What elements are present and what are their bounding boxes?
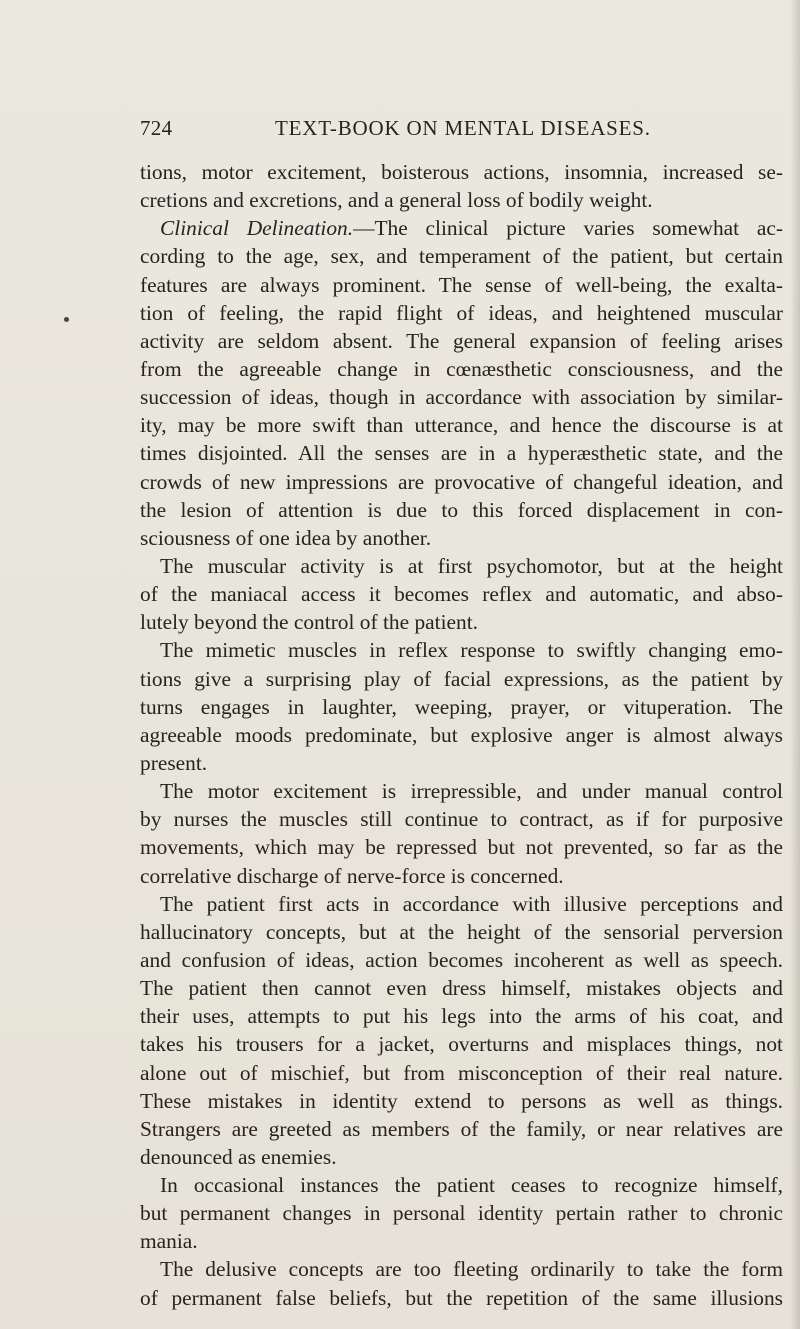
line-text: agreeable moods predominate, but explosive anger is almost always: [140, 722, 783, 747]
text-line: [140, 777, 783, 805]
text-line: [140, 1115, 783, 1143]
line-text: These mistakes in identity extend to persons as well as things.: [140, 1088, 783, 1113]
line-text: The mimetic muscles in reflex response to swiftly changing emo-: [160, 638, 783, 663]
line-text: tions give a surprising play of facial expressions, as the patient by: [140, 666, 783, 691]
line-text: succession of ideas, though in accordance with association by similar-: [140, 385, 783, 410]
margin-dot: [64, 317, 69, 322]
line-text: and confusion of ideas, action becomes incoherent as well as speech.: [140, 947, 783, 972]
text-line: [140, 524, 783, 552]
line-text: tions, motor excitement, boisterous actions, insomnia, increased se-: [140, 160, 783, 184]
text-line: [140, 383, 783, 411]
line-text: The motor excitement is irrepressible, and under manual control: [160, 779, 783, 804]
line-text: lutely beyond the control of the patient.: [140, 610, 478, 635]
line-text: In occasional instances the patient ceases to recognize himself,: [160, 1173, 783, 1198]
line-text: Strangers are greeted as members of the family, or near relatives are: [140, 1116, 783, 1141]
line-text: activity are seldom absent. The general expansion of feeling arises: [140, 328, 783, 353]
body-text: [140, 158, 783, 1312]
text-line: [140, 946, 783, 974]
line-text: correlative discharge of nerve-force is concerned.: [140, 863, 564, 888]
line-text: sciousness of one idea by another.: [140, 525, 432, 550]
line-text: cording to the age, sex, and temperament of the patient, but certain: [140, 244, 783, 269]
line-text: mania.: [140, 1229, 198, 1254]
text-line: [140, 158, 783, 186]
text-line: [140, 439, 783, 467]
line-text: hallucinatory concepts, but at the height of the sensorial perversion: [140, 919, 783, 944]
text-line: [140, 974, 783, 1002]
text-line: [140, 355, 783, 383]
line-text: alone out of mischief, but from misconception of their real nature.: [140, 1060, 783, 1085]
line-text: The delusive concepts are too fleeting ordinarily to take the form: [160, 1257, 783, 1282]
line-text: denounced as enemies.: [140, 1144, 337, 1169]
page-number: 724: [140, 116, 173, 140]
page-edge-shadow: [790, 0, 800, 1329]
running-title: TEXT-BOOK ON MENTAL DISEASES.: [275, 116, 651, 140]
text-line: [140, 608, 783, 636]
text-line: [140, 496, 783, 524]
text-line: [140, 299, 783, 327]
text-line: [140, 271, 783, 299]
text-line: [140, 862, 783, 890]
page-header: [140, 116, 780, 146]
text-line: [140, 411, 783, 439]
text-line: [140, 1087, 783, 1115]
text-line: [140, 242, 783, 270]
line-text: The muscular activity is at first psychomotor, but at the height: [160, 553, 783, 578]
line-text: but permanent changes in personal identity pertain rather to chronic: [140, 1201, 783, 1226]
line-text: tion of feeling, the rapid flight of ideas, and heightened muscular: [140, 300, 783, 325]
line-text: crowds of new impressions are provocative of changeful ideation, and: [140, 469, 783, 494]
line-text: from the agreeable change in cœnæsthetic consciousness, and the: [140, 356, 783, 381]
text-line: [140, 1199, 783, 1227]
text-line: [140, 580, 783, 608]
text-line: [140, 805, 783, 833]
line-text: —The clinical picture varies somewhat ac-: [353, 216, 783, 241]
text-line: [140, 749, 783, 777]
text-line: [140, 1059, 783, 1087]
text-line: [140, 327, 783, 355]
line-text: The patient first acts in accordance with illusive perceptions and: [160, 891, 783, 916]
line-text: the lesion of attention is due to this forced displacement in con-: [140, 497, 783, 522]
text-line: [140, 1143, 783, 1171]
section-heading-italic: Clinical Delineation.: [160, 216, 354, 241]
text-line: [140, 1227, 783, 1255]
text-line: [140, 1255, 783, 1283]
text-line: [140, 833, 783, 861]
line-text: of the maniacal access it becomes reflex and automatic, and abso-: [140, 582, 783, 607]
text-line: [140, 721, 783, 749]
line-text: movements, which may be repressed but not prevented, so far as the: [140, 835, 783, 860]
line-text: by nurses the muscles still continue to contract, as if for purposive: [140, 807, 783, 832]
text-line: [140, 186, 783, 214]
line-text: present.: [140, 750, 208, 775]
line-text: times disjointed. All the senses are in a hyperæsthetic state, and the: [140, 441, 783, 466]
line-text: turns engages in laughter, weeping, prayer, or vituperation. The: [140, 694, 783, 719]
line-text: features are always prominent. The sense of well-being, the exalta-: [140, 272, 783, 297]
text-line: [140, 665, 783, 693]
text-line: [140, 552, 783, 580]
text-line: [140, 468, 783, 496]
line-text: The patient then cannot even dress himself, mistakes objects and: [140, 976, 783, 1001]
text-line: [140, 693, 783, 721]
text-line: [140, 890, 783, 918]
text-line: [140, 1284, 783, 1312]
line-text: of permanent false beliefs, but the repetition of the same illusions: [140, 1285, 783, 1310]
text-line: [140, 214, 783, 242]
line-text: their uses, attempts to put his legs into the arms of his coat, and: [140, 1004, 783, 1029]
text-line: [140, 1002, 783, 1030]
line-text: cretions and excretions, and a general loss of bodily weight.: [140, 188, 653, 213]
line-text: takes his trousers for a jacket, overturns and misplaces things, not: [140, 1032, 783, 1057]
text-line: [140, 636, 783, 664]
text-line: [140, 1030, 783, 1058]
line-text: ity, may be more swift than utterance, and hence the discourse is at: [140, 413, 783, 438]
text-line: [140, 1171, 783, 1199]
text-line: [140, 918, 783, 946]
